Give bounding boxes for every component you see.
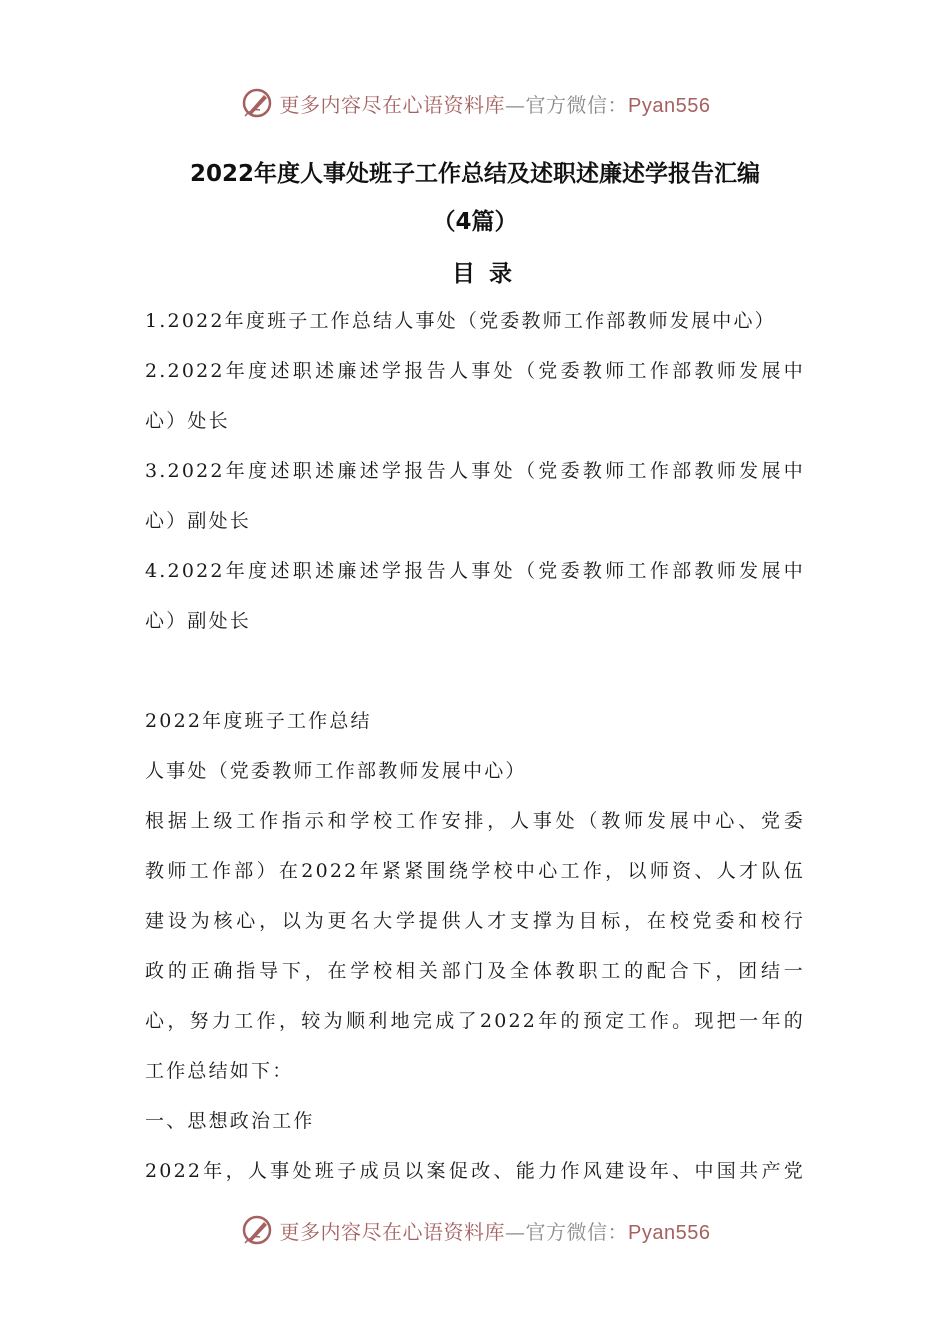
toc-item-2-cont[interactable]: 心）处长 — [145, 410, 230, 432]
toc-item-4[interactable]: 4.2022年度述职述廉述学报告人事处（党委教师工作部教师发展中 — [145, 560, 805, 582]
toc-heading: 目录 — [452, 261, 526, 287]
pen-logo-icon — [240, 1213, 274, 1247]
section-title: 2022年度班子工作总结 — [145, 710, 372, 732]
paragraph-line: 教师工作部）在2022年紧紧围绕学校中心工作，以师资、人才队伍 — [145, 860, 805, 882]
heading-ideology: 一、思想政治工作 — [145, 1110, 315, 1132]
paragraph-line: 建设为核心，以为更名大学提供人才支撑为目标，在校党委和校行 — [145, 910, 805, 932]
paragraph-line: 根据上级工作指示和学校工作安排，人事处（教师发展中心、党委 — [145, 810, 805, 832]
toc-item-1[interactable]: 1.2022年度班子工作总结人事处（党委教师工作部教师发展中心） — [145, 310, 776, 332]
toc-item-4-cont[interactable]: 心）副处长 — [145, 610, 252, 632]
toc-item-2[interactable]: 2.2022年度述职述廉述学报告人事处（党委教师工作部教师发展中 — [145, 360, 805, 382]
watermark-banner-top — [0, 85, 950, 121]
paragraph-line: 2022年，人事处班子成员以案促改、能力作风建设年、中国共产党 — [145, 1160, 805, 1182]
pen-logo-icon — [240, 86, 274, 120]
paragraph-line: 心，努力工作，较为顺利地完成了2022年的预定工作。现把一年的 — [145, 1010, 805, 1032]
document-body — [145, 296, 805, 1196]
watermark-banner-bottom — [0, 1212, 950, 1248]
watermark-text: 更多内容尽在心语资料库—官方微信：Pyan556 — [279, 1219, 711, 1244]
paragraph-line: 政的正确指导下，在学校相关部门及全体教职工的配合下，团结一 — [145, 960, 805, 982]
toc-item-3-cont[interactable]: 心）副处长 — [145, 510, 252, 532]
section-subtitle: 人事处（党委教师工作部教师发展中心） — [145, 760, 527, 782]
document-title-count: （4篇） — [432, 209, 518, 235]
watermark-text: 更多内容尽在心语资料库—官方微信：Pyan556 — [279, 92, 711, 117]
spacer — [145, 646, 805, 696]
document-title: 2022年度人事处班子工作总结及述职述廉述学报告汇编 — [189, 161, 760, 187]
toc-item-3[interactable]: 3.2022年度述职述廉述学报告人事处（党委教师工作部教师发展中 — [145, 460, 805, 482]
paragraph-line: 工作总结如下： — [145, 1060, 294, 1082]
